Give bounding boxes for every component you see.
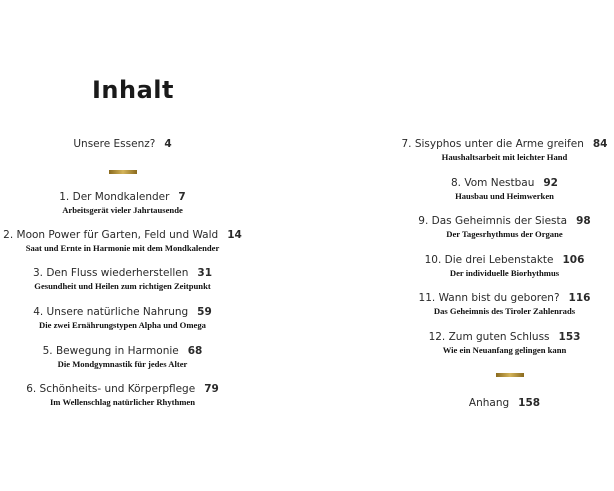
entry-title: Unsere Essenz? bbox=[73, 138, 156, 150]
entry-title: 9. Das Geheimnis der Siesta bbox=[418, 215, 568, 227]
entry-page: 7 bbox=[178, 191, 186, 203]
entry-subtitle: Die Mondgymnastik für jedes Alter bbox=[57, 359, 188, 369]
entry-subtitle: Wie ein Neuanfang gelingen kann bbox=[442, 345, 567, 355]
entry-page: 116 bbox=[568, 292, 591, 304]
entry-page: 158 bbox=[518, 397, 541, 409]
entry-subtitle: Hausbau und Heimwerken bbox=[455, 191, 554, 201]
entry-page: 98 bbox=[576, 215, 591, 227]
entry-subtitle: Das Geheimnis des Tiroler Zahlenrads bbox=[433, 306, 576, 316]
entry-title: 3. Den Fluss wiederherstellen bbox=[32, 267, 189, 279]
toc-entry[interactable] bbox=[395, 331, 614, 355]
entry-subtitle: Gesundheit und Heilen zum richtigen Zeitpunkt bbox=[34, 281, 211, 291]
toc-entry[interactable] bbox=[0, 191, 245, 215]
entry-page: 92 bbox=[543, 177, 558, 189]
entry-page: 68 bbox=[187, 345, 203, 357]
toc-entry[interactable] bbox=[0, 383, 245, 407]
entry-title: 8. Vom Nestbau bbox=[451, 177, 535, 189]
toc-entry[interactable] bbox=[395, 215, 614, 239]
entry-title: 4. Unsere natürliche Nahrung bbox=[33, 306, 189, 318]
entry-page: 79 bbox=[204, 383, 219, 395]
entry-title: 1. Der Mondkalender bbox=[59, 191, 170, 203]
page-title: Inhalt bbox=[92, 76, 174, 104]
entry-subtitle: Der individuelle Biorhythmus bbox=[449, 268, 560, 278]
entry-page: 106 bbox=[562, 254, 585, 266]
entry-page: 4 bbox=[164, 138, 172, 150]
toc-entry[interactable] bbox=[395, 292, 614, 316]
entry-page: 14 bbox=[227, 229, 242, 241]
entry-subtitle: Saat und Ernte in Harmonie mit dem Mondkalender bbox=[25, 243, 220, 253]
entry-subtitle: Die zwei Ernährungstypen Alpha und Omega bbox=[39, 320, 206, 330]
toc-entry[interactable] bbox=[0, 306, 245, 330]
entry-title: Anhang bbox=[468, 397, 510, 409]
toc-entry[interactable] bbox=[0, 138, 245, 150]
entry-page: 31 bbox=[197, 267, 213, 279]
entry-title: 7. Sisyphos unter die Arme greifen bbox=[401, 138, 584, 150]
entry-title: 2. Moon Power für Garten, Feld und Wald bbox=[3, 229, 219, 241]
toc-entry[interactable] bbox=[395, 397, 614, 409]
toc-entry[interactable] bbox=[0, 267, 245, 291]
entry-subtitle: Haushaltsarbeit mit leichter Hand bbox=[441, 152, 568, 162]
entry-title: 11. Wann bist du geboren? bbox=[418, 292, 560, 304]
entry-page: 84 bbox=[592, 138, 608, 150]
entry-title: 10. Die drei Lebenstakte bbox=[424, 254, 554, 266]
entry-subtitle: Arbeitsgerät vieler Jahrtausende bbox=[62, 205, 183, 215]
gold-divider bbox=[109, 170, 137, 174]
entry-page: 153 bbox=[558, 331, 581, 343]
entry-title: 6. Schönheits- und Körperpflege bbox=[26, 383, 196, 395]
gold-divider bbox=[496, 373, 524, 377]
toc-entry[interactable] bbox=[0, 345, 245, 369]
toc-entry[interactable] bbox=[0, 229, 245, 253]
toc-entry[interactable] bbox=[395, 254, 614, 278]
entry-subtitle: Im Wellenschlag natürlicher Rhythmen bbox=[49, 397, 196, 407]
entry-page: 59 bbox=[197, 306, 212, 318]
toc-entry[interactable] bbox=[395, 138, 614, 162]
entry-subtitle: Der Tagesrhythmus der Organe bbox=[446, 229, 563, 239]
toc-entry[interactable] bbox=[395, 177, 614, 201]
entry-title: 5. Bewegung in Harmonie bbox=[42, 345, 179, 357]
entry-title: 12. Zum guten Schluss bbox=[428, 331, 550, 343]
